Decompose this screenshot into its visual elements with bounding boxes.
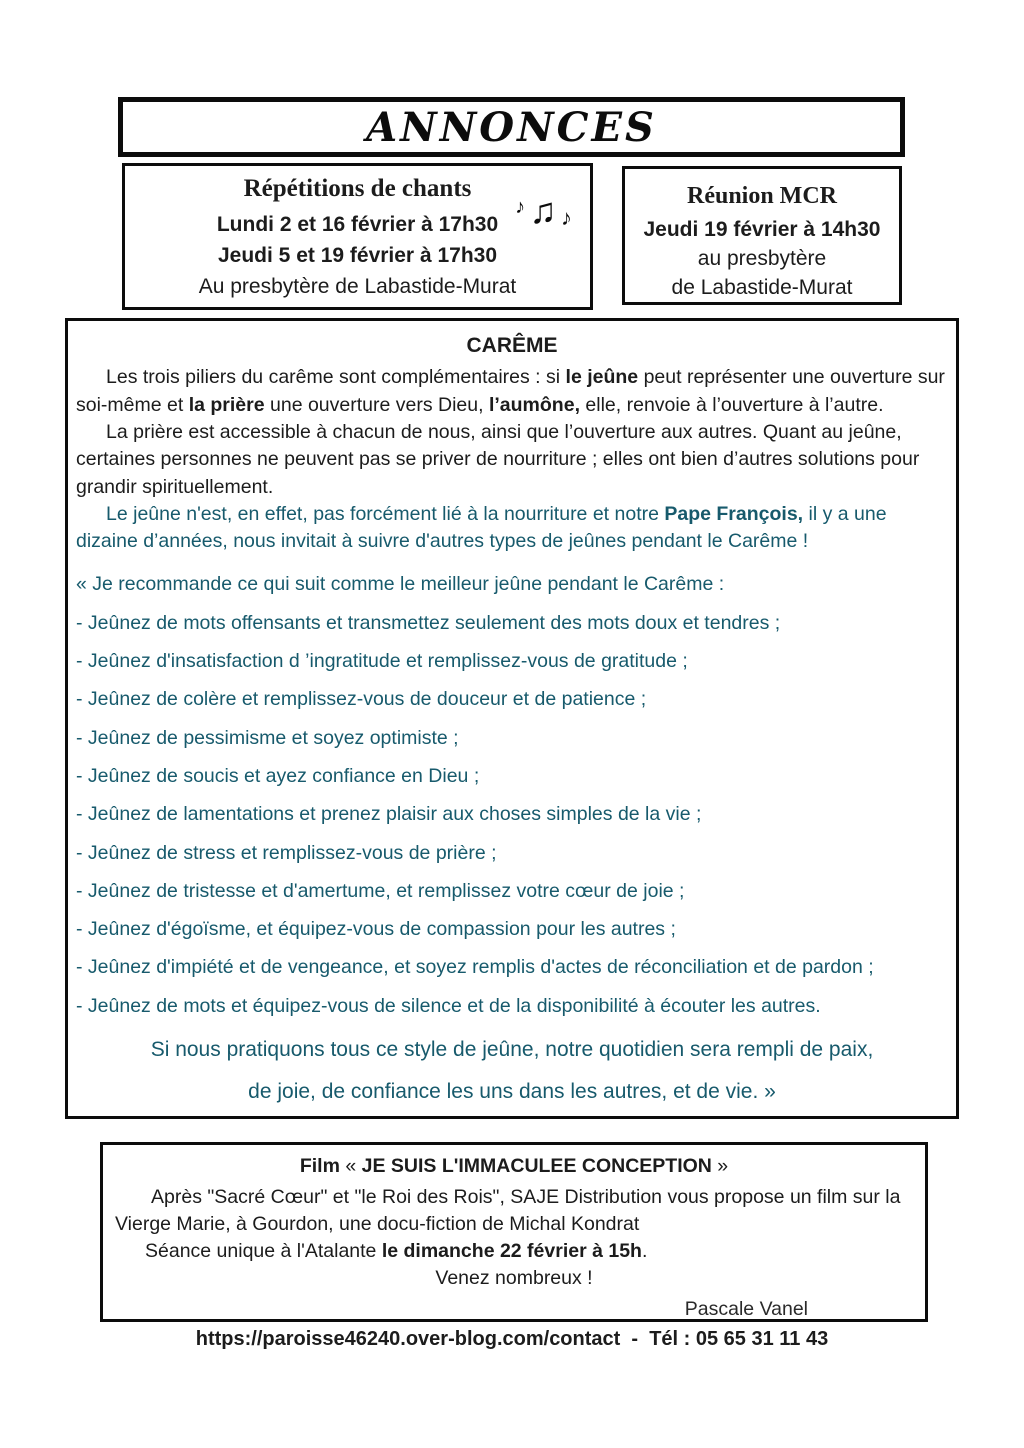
film-title: Film « JE SUIS L'IMMACULEE CONCEPTION » (299, 1155, 729, 1177)
quote-closing-line: Si nous pratiquons tous ce style de jeûne, notre quotidien sera rempli de paix, (150, 1038, 874, 1062)
careme-title: CARÊME (466, 334, 558, 357)
fasting-list (76, 610, 948, 1020)
careme-paragraphs (76, 364, 948, 555)
careme-box (65, 318, 959, 1119)
chants-location: Au presbytère de Labastide-Murat (198, 275, 517, 298)
quote-closing (76, 1036, 948, 1106)
mcr-title: Réunion MCR (686, 183, 837, 209)
fasting-list-item: - Jeûnez d'impiété et de vengeance, et soyez remplis d'actes de réconciliation et de pardon ; (76, 956, 874, 979)
film-invitation: Venez nombreux ! (435, 1266, 593, 1289)
film-signature: Pascale Vanel (684, 1297, 808, 1320)
chants-schedule-line: Jeudi 5 et 19 février à 17h30 (218, 244, 497, 267)
music-notes-icon (515, 190, 572, 232)
chants-schedule-line: Lundi 2 et 16 février à 17h30 (216, 213, 499, 236)
quote-closing-line: de joie, de confiance les uns dans les autres, et de vie. » (248, 1080, 776, 1104)
fasting-list-item: - Jeûnez de mots offensants et transmettez seulement des mots doux et tendres ; (76, 611, 781, 634)
fasting-list-item: - Jeûnez d'égoïsme, et équipez-vous de compassion pour les autres ; (76, 918, 676, 941)
film-box (100, 1142, 928, 1322)
eighth-note-icon: ♪ (561, 205, 572, 230)
fasting-list-item: - Jeûnez de pessimisme et soyez optimiste ; (76, 726, 459, 749)
chants-title: Répétitions de chants (243, 175, 472, 202)
fasting-list-item: - Jeûnez de lamentations et prenez plaisir aux choses simples de la vie ; (76, 803, 702, 826)
page-title: ANNONCES (366, 103, 657, 151)
fasting-list-item: - Jeûnez de tristesse et d'amertume, et remplissez votre cœur de joie ; (76, 879, 685, 902)
fasting-list-item: - Jeûnez de colère et remplissez-vous de douceur et de patience ; (76, 688, 647, 711)
film-screening: Séance unique à l'Atalante le dimanche 22 février à 15h. (145, 1239, 648, 1262)
fasting-list-item: - Jeûnez de mots et équipez-vous de silence et de la disponibilité à écouter les autres. (76, 994, 821, 1017)
mcr-box (622, 166, 902, 305)
film-description: Après "Sacré Cœur" et "le Roi des Rois", SAJE Distribution vous propose un film sur la Vierge Marie, à Gourdon, une docu-fiction de Michal Kondrat (115, 1185, 901, 1235)
chants-box (122, 163, 593, 310)
fasting-list-item: - Jeûnez de soucis et ayez confiance en Dieu ; (76, 764, 480, 787)
fasting-list-item: - Jeûnez d'insatisfaction d ’ingratitude et remplissez-vous de gratitude ; (76, 650, 688, 673)
mcr-location (625, 244, 899, 302)
beamed-notes-icon: ♫ (529, 190, 557, 231)
careme-paragraph: La prière est accessible à chacun de nous, ainsi que l’ouverture aux autres. Quant au jeûne, certaines personnes ne peuvent pas se priver de nourriture ; elles ont bien d’autres solutions pour grandir spirituellement. (76, 420, 920, 498)
careme-paragraph: Les trois piliers du carême sont complémentaires : si le jeûne peut représenter une ouverture sur soi-même et la prière une ouverture vers Dieu, l’aumône, elle, renvoie à l’ouverture à l’autre. (76, 366, 945, 416)
fasting-list-item: - Jeûnez de stress et remplissez-vous de prière ; (76, 841, 497, 864)
mcr-date: Jeudi 19 février à 14h30 (643, 218, 881, 241)
mcr-location-line: au presbytère (697, 247, 827, 270)
annonces-banner (118, 97, 905, 157)
careme-paragraph: Le jeûne n'est, en effet, pas forcément lié à la nourriture et notre Pape François, il y a une dizaine d’années, nous invitait à suivre d'autres types de jeûnes pendant le Carême ! (76, 502, 887, 553)
mcr-location-line: de Labastide-Murat (671, 276, 853, 299)
eighth-note-icon: ♪ (515, 196, 526, 218)
pope-quote-intro: « Je recommande ce qui suit comme le meilleur jeûne pendant le Carême : (76, 573, 725, 596)
contact-footer: https://paroisse46240.over-blog.com/contact - Tél : 05 65 31 11 43 (195, 1328, 829, 1350)
